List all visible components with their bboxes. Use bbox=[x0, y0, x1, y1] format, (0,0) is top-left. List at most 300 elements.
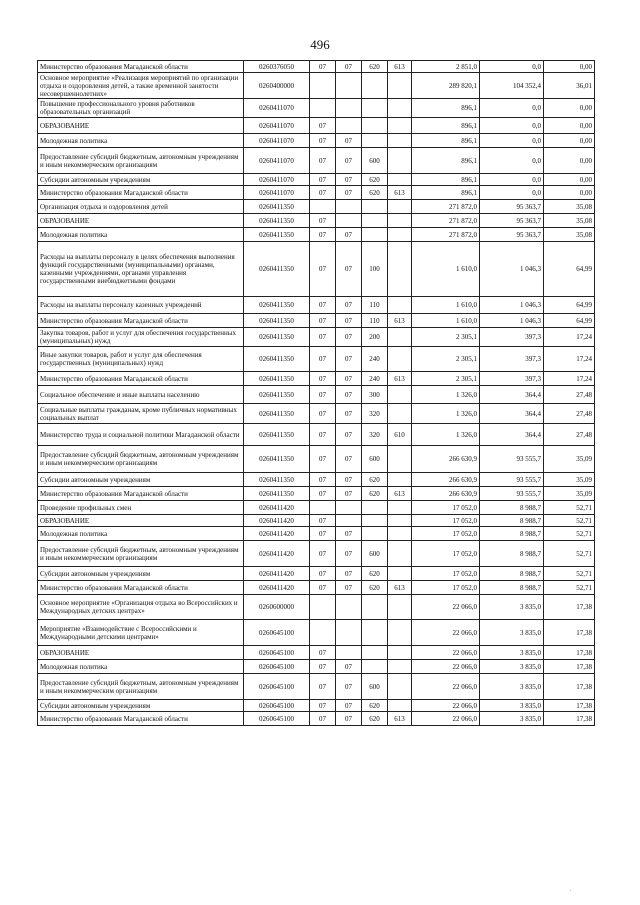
cell-section bbox=[310, 200, 336, 214]
cell-executed: 8 988,7 bbox=[480, 515, 544, 527]
cell-section bbox=[310, 99, 336, 118]
cell-planned: 1 610,0 bbox=[412, 314, 480, 328]
cell-planned: 896,1 bbox=[412, 186, 480, 200]
cell-department bbox=[388, 501, 412, 515]
cell-section bbox=[310, 620, 336, 646]
cell-name: Основное мероприятие «Реализация мероприятий по организации отдыха и оздоровления детей, а также временной занятости несовершеннолетних» bbox=[38, 73, 244, 99]
cell-subsection: 07 bbox=[336, 446, 362, 473]
cell-subsection bbox=[336, 515, 362, 527]
cell-expense-type bbox=[362, 646, 388, 660]
cell-percent: 35,09 bbox=[544, 473, 595, 487]
cell-percent: 64,99 bbox=[544, 314, 595, 328]
cell-executed: 8 988,7 bbox=[480, 541, 544, 567]
table-row bbox=[38, 646, 595, 660]
cell-target-code: 0260411350 bbox=[244, 386, 310, 404]
cell-executed: 93 555,7 bbox=[480, 446, 544, 473]
table-row bbox=[38, 347, 595, 372]
table-row bbox=[38, 228, 595, 242]
table-row bbox=[38, 242, 595, 297]
cell-section: 07 bbox=[310, 487, 336, 501]
cell-executed: 93 555,7 bbox=[480, 473, 544, 487]
cell-section: 07 bbox=[310, 228, 336, 242]
cell-planned: 1 326,0 bbox=[412, 404, 480, 424]
cell-target-code: 0260411350 bbox=[244, 200, 310, 214]
cell-executed: 95 363,7 bbox=[480, 228, 544, 242]
cell-subsection: 07 bbox=[336, 541, 362, 567]
cell-planned: 22 066,0 bbox=[412, 700, 480, 712]
cell-percent: 52,71 bbox=[544, 567, 595, 581]
cell-name: Предоставление субсидий бюджетным, автономным учреждениям и иным некоммерческим организациям bbox=[38, 674, 244, 700]
cell-subsection: 07 bbox=[336, 174, 362, 186]
cell-expense-type: 320 bbox=[362, 424, 388, 446]
cell-planned: 896,1 bbox=[412, 148, 480, 174]
cell-expense-type bbox=[362, 527, 388, 541]
cell-expense-type bbox=[362, 73, 388, 99]
cell-executed: 8 988,7 bbox=[480, 581, 544, 595]
cell-name: Предоставление субсидий бюджетным, автономным учреждениям и иным некоммерческим организациям bbox=[38, 148, 244, 174]
cell-percent: 36,01 bbox=[544, 73, 595, 99]
cell-percent: 27,48 bbox=[544, 386, 595, 404]
cell-section: 07 bbox=[310, 660, 336, 674]
cell-department: 613 bbox=[388, 314, 412, 328]
table-row bbox=[38, 386, 595, 404]
cell-percent: 17,24 bbox=[544, 347, 595, 372]
cell-planned: 2 305,1 bbox=[412, 347, 480, 372]
cell-target-code: 0260411420 bbox=[244, 501, 310, 515]
table-row bbox=[38, 515, 595, 527]
cell-percent: 35,08 bbox=[544, 228, 595, 242]
cell-section: 07 bbox=[310, 446, 336, 473]
cell-subsection: 07 bbox=[336, 424, 362, 446]
cell-executed: 397,3 bbox=[480, 372, 544, 386]
cell-target-code: 0260645100 bbox=[244, 646, 310, 660]
cell-department: 613 bbox=[388, 372, 412, 386]
table-row bbox=[38, 660, 595, 674]
cell-section: 07 bbox=[310, 297, 336, 314]
cell-name: Министерство образования Магаданской области bbox=[38, 487, 244, 501]
cell-name: Министерство образования Магаданской области bbox=[38, 581, 244, 595]
cell-target-code: 0260411350 bbox=[244, 487, 310, 501]
cell-expense-type: 110 bbox=[362, 314, 388, 328]
cell-percent: 0,00 bbox=[544, 174, 595, 186]
cell-planned: 17 052,0 bbox=[412, 541, 480, 567]
cell-planned: 271 872,0 bbox=[412, 228, 480, 242]
cell-target-code: 0260411350 bbox=[244, 372, 310, 386]
cell-target-code: 0260411350 bbox=[244, 424, 310, 446]
cell-expense-type: 110 bbox=[362, 297, 388, 314]
cell-subsection: 07 bbox=[336, 148, 362, 174]
cell-executed: 104 352,4 bbox=[480, 73, 544, 99]
cell-subsection bbox=[336, 118, 362, 134]
cell-percent: 17,38 bbox=[544, 646, 595, 660]
cell-section: 07 bbox=[310, 372, 336, 386]
cell-section: 07 bbox=[310, 646, 336, 660]
cell-name: Социальное обеспечение и иные выплаты населению bbox=[38, 386, 244, 404]
cell-department bbox=[388, 242, 412, 297]
cell-executed: 3 835,0 bbox=[480, 674, 544, 700]
cell-expense-type: 620 bbox=[362, 487, 388, 501]
cell-subsection: 07 bbox=[336, 228, 362, 242]
cell-subsection bbox=[336, 646, 362, 660]
cell-department bbox=[388, 515, 412, 527]
cell-expense-type bbox=[362, 214, 388, 228]
cell-subsection: 07 bbox=[336, 404, 362, 424]
table-row bbox=[38, 581, 595, 595]
cell-percent: 35,08 bbox=[544, 200, 595, 214]
cell-percent: 17,38 bbox=[544, 712, 595, 726]
cell-name: Молодежная политика bbox=[38, 527, 244, 541]
cell-target-code: 0260411350 bbox=[244, 228, 310, 242]
cell-subsection: 07 bbox=[336, 314, 362, 328]
cell-executed: 8 988,7 bbox=[480, 567, 544, 581]
cell-subsection: 07 bbox=[336, 712, 362, 726]
cell-percent: 27,48 bbox=[544, 424, 595, 446]
cell-executed: 1 046,3 bbox=[480, 242, 544, 297]
cell-executed: 3 835,0 bbox=[480, 700, 544, 712]
table-row bbox=[38, 328, 595, 347]
cell-name: Предоставление субсидий бюджетным, автономным учреждениям и иным некоммерческим организациям bbox=[38, 541, 244, 567]
cell-expense-type bbox=[362, 660, 388, 674]
table-row bbox=[38, 200, 595, 214]
table-row bbox=[38, 174, 595, 186]
cell-department bbox=[388, 297, 412, 314]
cell-percent: 27,48 bbox=[544, 404, 595, 424]
cell-expense-type: 240 bbox=[362, 372, 388, 386]
cell-planned: 22 066,0 bbox=[412, 660, 480, 674]
cell-section: 07 bbox=[310, 314, 336, 328]
cell-section: 07 bbox=[310, 61, 336, 73]
cell-percent: 17,38 bbox=[544, 674, 595, 700]
cell-percent: 35,09 bbox=[544, 487, 595, 501]
page-number: 496 bbox=[310, 37, 330, 52]
cell-name: Расходы на выплаты персоналу казенных учреждений bbox=[38, 297, 244, 314]
cell-subsection: 07 bbox=[336, 372, 362, 386]
cell-target-code: 0260411350 bbox=[244, 314, 310, 328]
cell-executed: 0,0 bbox=[480, 118, 544, 134]
cell-name: Субсидии автономным учреждениям bbox=[38, 473, 244, 487]
cell-subsection: 07 bbox=[336, 674, 362, 700]
cell-target-code: 0260411350 bbox=[244, 328, 310, 347]
cell-executed: 93 555,7 bbox=[480, 487, 544, 501]
cell-percent: 52,71 bbox=[544, 501, 595, 515]
cell-planned: 17 052,0 bbox=[412, 501, 480, 515]
cell-target-code: 0260400000 bbox=[244, 73, 310, 99]
cell-planned: 1 610,0 bbox=[412, 242, 480, 297]
cell-department bbox=[388, 134, 412, 148]
cell-expense-type bbox=[362, 515, 388, 527]
cell-subsection: 07 bbox=[336, 297, 362, 314]
table-row bbox=[38, 541, 595, 567]
cell-name: Министерство образования Магаданской области bbox=[38, 314, 244, 328]
cell-expense-type: 620 bbox=[362, 61, 388, 73]
cell-subsection: 07 bbox=[336, 527, 362, 541]
cell-expense-type: 600 bbox=[362, 541, 388, 567]
cell-section: 07 bbox=[310, 328, 336, 347]
cell-executed: 1 046,3 bbox=[480, 297, 544, 314]
cell-planned: 896,1 bbox=[412, 174, 480, 186]
table-row bbox=[38, 372, 595, 386]
cell-subsection bbox=[336, 200, 362, 214]
cell-section: 07 bbox=[310, 386, 336, 404]
cell-name: Молодежная политика bbox=[38, 660, 244, 674]
cell-target-code: 0260645100 bbox=[244, 700, 310, 712]
table-row bbox=[38, 73, 595, 99]
cell-section: 07 bbox=[310, 541, 336, 567]
cell-subsection: 07 bbox=[336, 61, 362, 73]
cell-planned: 22 066,0 bbox=[412, 620, 480, 646]
cell-name: Организация отдыха и оздоровления детей bbox=[38, 200, 244, 214]
cell-subsection: 07 bbox=[336, 473, 362, 487]
cell-department: 613 bbox=[388, 581, 412, 595]
cell-target-code: 0260411350 bbox=[244, 446, 310, 473]
cell-target-code: 0260411070 bbox=[244, 118, 310, 134]
cell-name: Министерство образования Магаданской области bbox=[38, 61, 244, 73]
cell-department bbox=[388, 148, 412, 174]
cell-expense-type: 620 bbox=[362, 186, 388, 200]
cell-subsection bbox=[336, 99, 362, 118]
cell-target-code: 0260411350 bbox=[244, 347, 310, 372]
cell-planned: 1 326,0 bbox=[412, 386, 480, 404]
table-row bbox=[38, 487, 595, 501]
cell-department bbox=[388, 174, 412, 186]
cell-section: 07 bbox=[310, 700, 336, 712]
cell-percent: 17,38 bbox=[544, 620, 595, 646]
cell-expense-type: 240 bbox=[362, 347, 388, 372]
cell-planned: 22 066,0 bbox=[412, 712, 480, 726]
cell-section: 07 bbox=[310, 515, 336, 527]
cell-department bbox=[388, 99, 412, 118]
cell-department: 613 bbox=[388, 487, 412, 501]
table-row bbox=[38, 674, 595, 700]
cell-planned: 17 052,0 bbox=[412, 515, 480, 527]
cell-target-code: 0260411350 bbox=[244, 473, 310, 487]
cell-expense-type: 620 bbox=[362, 567, 388, 581]
cell-planned: 22 066,0 bbox=[412, 646, 480, 660]
cell-expense-type bbox=[362, 501, 388, 515]
cell-section bbox=[310, 595, 336, 620]
cell-percent: 17,24 bbox=[544, 328, 595, 347]
cell-target-code: 0260411420 bbox=[244, 541, 310, 567]
cell-percent: 0,00 bbox=[544, 61, 595, 73]
cell-executed: 397,3 bbox=[480, 328, 544, 347]
table-row bbox=[38, 567, 595, 581]
cell-percent: 17,38 bbox=[544, 595, 595, 620]
cell-expense-type bbox=[362, 620, 388, 646]
cell-subsection bbox=[336, 501, 362, 515]
cell-department bbox=[388, 446, 412, 473]
cell-section: 07 bbox=[310, 134, 336, 148]
cell-name: ОБРАЗОВАНИЕ bbox=[38, 646, 244, 660]
cell-subsection: 07 bbox=[336, 328, 362, 347]
cell-planned: 266 630,9 bbox=[412, 473, 480, 487]
cell-target-code: 0260645100 bbox=[244, 674, 310, 700]
cell-percent: 52,71 bbox=[544, 541, 595, 567]
cell-section: 07 bbox=[310, 424, 336, 446]
table-row bbox=[38, 186, 595, 200]
cell-section: 07 bbox=[310, 148, 336, 174]
cell-department bbox=[388, 620, 412, 646]
table-row bbox=[38, 473, 595, 487]
cell-executed: 8 988,7 bbox=[480, 527, 544, 541]
cell-department bbox=[388, 473, 412, 487]
cell-target-code: 0260645100 bbox=[244, 620, 310, 646]
cell-name: Предоставление субсидий бюджетным, автономным учреждениям и иным некоммерческим организациям bbox=[38, 446, 244, 473]
cell-subsection: 07 bbox=[336, 242, 362, 297]
cell-planned: 896,1 bbox=[412, 99, 480, 118]
cell-name: Министерство образования Магаданской области bbox=[38, 186, 244, 200]
cell-expense-type: 100 bbox=[362, 242, 388, 297]
cell-subsection: 07 bbox=[336, 567, 362, 581]
table-row bbox=[38, 99, 595, 118]
cell-percent: 52,71 bbox=[544, 581, 595, 595]
cell-percent: 52,71 bbox=[544, 527, 595, 541]
cell-subsection bbox=[336, 620, 362, 646]
cell-department bbox=[388, 646, 412, 660]
table-row bbox=[38, 424, 595, 446]
cell-section: 07 bbox=[310, 174, 336, 186]
cell-name: Министерство образования Магаданской области bbox=[38, 372, 244, 386]
cell-expense-type: 600 bbox=[362, 446, 388, 473]
cell-expense-type bbox=[362, 200, 388, 214]
cell-expense-type: 620 bbox=[362, 712, 388, 726]
cell-target-code: 0260411420 bbox=[244, 567, 310, 581]
cell-expense-type bbox=[362, 595, 388, 620]
cell-name: Основное мероприятие «Организация отдыха во Всероссийских и Международных детских центрах» bbox=[38, 595, 244, 620]
cell-executed: 1 046,3 bbox=[480, 314, 544, 328]
cell-planned: 266 630,9 bbox=[412, 446, 480, 473]
cell-department: 613 bbox=[388, 712, 412, 726]
cell-department: 610 bbox=[388, 424, 412, 446]
cell-executed: 0,0 bbox=[480, 186, 544, 200]
cell-executed: 8 988,7 bbox=[480, 501, 544, 515]
cell-planned: 289 820,1 bbox=[412, 73, 480, 99]
cell-executed: 397,3 bbox=[480, 347, 544, 372]
cell-executed: 95 363,7 bbox=[480, 200, 544, 214]
cell-expense-type bbox=[362, 118, 388, 134]
cell-department bbox=[388, 214, 412, 228]
cell-name: ОБРАЗОВАНИЕ bbox=[38, 515, 244, 527]
cell-planned: 2 305,1 bbox=[412, 372, 480, 386]
table-row bbox=[38, 61, 595, 73]
cell-planned: 1 610,0 bbox=[412, 297, 480, 314]
cell-executed: 364,4 bbox=[480, 424, 544, 446]
cell-target-code: 0260411420 bbox=[244, 527, 310, 541]
cell-percent: 52,71 bbox=[544, 515, 595, 527]
cell-name: Субсидии автономным учреждениям bbox=[38, 700, 244, 712]
cell-department bbox=[388, 328, 412, 347]
cell-target-code: 0260411070 bbox=[244, 134, 310, 148]
cell-executed: 364,4 bbox=[480, 404, 544, 424]
cell-executed: 3 835,0 bbox=[480, 620, 544, 646]
cell-section: 07 bbox=[310, 214, 336, 228]
cell-department bbox=[388, 347, 412, 372]
cell-section: 07 bbox=[310, 404, 336, 424]
cell-planned: 896,1 bbox=[412, 134, 480, 148]
cell-subsection bbox=[336, 73, 362, 99]
cell-expense-type: 320 bbox=[362, 404, 388, 424]
cell-department bbox=[388, 660, 412, 674]
table-row bbox=[38, 297, 595, 314]
cell-percent: 0,00 bbox=[544, 148, 595, 174]
table-row bbox=[38, 446, 595, 473]
cell-expense-type: 620 bbox=[362, 174, 388, 186]
cell-section: 07 bbox=[310, 473, 336, 487]
cell-executed: 364,4 bbox=[480, 386, 544, 404]
table-row bbox=[38, 314, 595, 328]
cell-target-code: 0260411350 bbox=[244, 404, 310, 424]
cell-target-code: 0260645100 bbox=[244, 660, 310, 674]
cell-planned: 2 851,0 bbox=[412, 61, 480, 73]
cell-department bbox=[388, 674, 412, 700]
cell-section bbox=[310, 501, 336, 515]
scan-mark: . bbox=[570, 887, 572, 893]
cell-section bbox=[310, 73, 336, 99]
cell-executed: 3 835,0 bbox=[480, 646, 544, 660]
cell-subsection: 07 bbox=[336, 347, 362, 372]
table-row bbox=[38, 527, 595, 541]
cell-subsection: 07 bbox=[336, 700, 362, 712]
cell-section: 07 bbox=[310, 581, 336, 595]
table-row bbox=[38, 148, 595, 174]
cell-expense-type: 600 bbox=[362, 674, 388, 700]
cell-executed: 0,0 bbox=[480, 99, 544, 118]
cell-expense-type: 620 bbox=[362, 700, 388, 712]
cell-planned: 17 052,0 bbox=[412, 527, 480, 541]
cell-percent: 35,09 bbox=[544, 446, 595, 473]
cell-planned: 271 872,0 bbox=[412, 214, 480, 228]
cell-percent: 17,38 bbox=[544, 660, 595, 674]
cell-expense-type bbox=[362, 228, 388, 242]
table-row bbox=[38, 712, 595, 726]
cell-subsection: 07 bbox=[336, 186, 362, 200]
table-row bbox=[38, 595, 595, 620]
table-row bbox=[38, 700, 595, 712]
cell-name: Молодежная политика bbox=[38, 228, 244, 242]
cell-planned: 17 052,0 bbox=[412, 581, 480, 595]
cell-percent: 0,00 bbox=[544, 134, 595, 148]
cell-department bbox=[388, 595, 412, 620]
cell-section: 07 bbox=[310, 674, 336, 700]
cell-percent: 0,00 bbox=[544, 99, 595, 118]
cell-planned: 22 066,0 bbox=[412, 674, 480, 700]
cell-target-code: 0260411070 bbox=[244, 148, 310, 174]
cell-section: 07 bbox=[310, 242, 336, 297]
cell-planned: 271 872,0 bbox=[412, 200, 480, 214]
cell-expense-type bbox=[362, 134, 388, 148]
cell-department bbox=[388, 228, 412, 242]
table-row bbox=[38, 501, 595, 515]
cell-expense-type: 200 bbox=[362, 328, 388, 347]
cell-planned: 17 052,0 bbox=[412, 567, 480, 581]
cell-executed: 0,0 bbox=[480, 134, 544, 148]
cell-department bbox=[388, 118, 412, 134]
cell-department bbox=[388, 386, 412, 404]
cell-section: 07 bbox=[310, 527, 336, 541]
cell-executed: 3 835,0 bbox=[480, 595, 544, 620]
cell-percent: 0,00 bbox=[544, 118, 595, 134]
cell-name: Повышение профессионального уровня работников образовательных организаций bbox=[38, 99, 244, 118]
table-row bbox=[38, 620, 595, 646]
cell-department: 613 bbox=[388, 186, 412, 200]
cell-name: Министерство труда и социальной политики Магаданской области bbox=[38, 424, 244, 446]
table-row bbox=[38, 404, 595, 424]
cell-expense-type: 300 bbox=[362, 386, 388, 404]
cell-subsection: 07 bbox=[336, 581, 362, 595]
cell-department bbox=[388, 527, 412, 541]
cell-target-code: 0260411070 bbox=[244, 186, 310, 200]
cell-name: Субсидии автономным учреждениям bbox=[38, 567, 244, 581]
cell-section: 07 bbox=[310, 567, 336, 581]
